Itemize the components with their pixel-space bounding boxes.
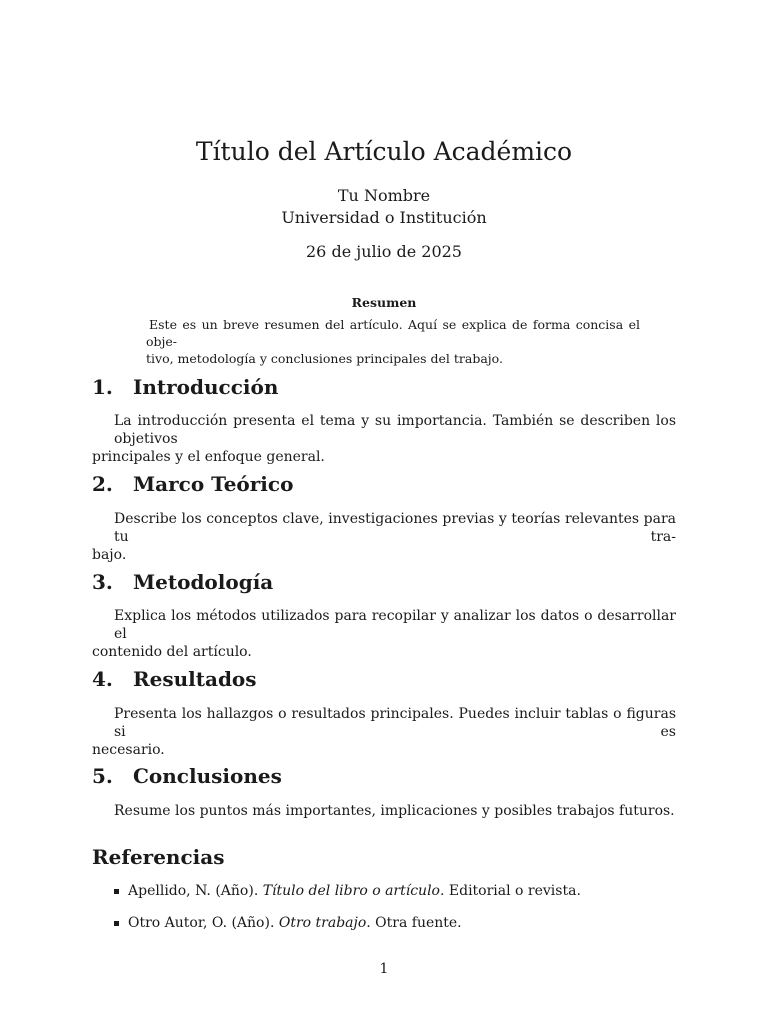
section-title: Marco Teórico: [133, 472, 294, 496]
paragraph-line: principales y el enfoque general.: [92, 449, 325, 465]
author-affiliation: Universidad o Institución: [281, 208, 487, 227]
section-number: 3.: [92, 570, 113, 594]
section-heading-introduccion: [92, 375, 278, 399]
paragraph-line: necesario.: [92, 742, 165, 758]
references-heading: Referencias: [92, 845, 225, 869]
section-number: 4.: [92, 667, 113, 691]
bullet-icon: [114, 921, 119, 926]
reference-author: Apellido, N. (Año).: [128, 883, 259, 899]
paragraph-line: Resume los puntos más importantes, implicaciones y posibles trabajos futuros.: [114, 803, 675, 819]
reference-author: Otro Autor, O. (Año).: [128, 915, 275, 931]
abstract-heading: Resumen: [351, 295, 417, 310]
reference-work-title: Otro trabajo: [278, 915, 367, 931]
paragraph-line: Presenta los hallazgos o resultados principales. Puedes incluir tablas o figuras si es: [114, 706, 676, 740]
paragraph-line: Describe los conceptos clave, investigaciones previas y teorías relevantes para tu tra-: [114, 511, 676, 545]
section-number: 5.: [92, 764, 113, 788]
section-number: 1.: [92, 375, 113, 399]
section-title: Introducción: [133, 375, 279, 399]
bullet-icon: [114, 889, 119, 894]
abstract-line: Este es un breve resumen del artículo. Aquí se explica de forma concisa el obje-: [146, 317, 640, 349]
section-heading-conclusiones: [92, 764, 282, 788]
reference-source: . Editorial o revista.: [439, 883, 581, 899]
abstract-text: [146, 316, 640, 367]
reference-work-title: Título del libro o artículo: [262, 883, 440, 899]
section-heading-metodologia: [92, 570, 273, 594]
reference-source: . Otra fuente.: [366, 915, 462, 931]
paragraph-line: La introducción presenta el tema y su importancia. También se describen los objetivos: [114, 413, 676, 447]
page-number: 1: [379, 961, 389, 977]
section-heading-resultados: [92, 667, 257, 691]
author-name: Tu Nombre: [337, 186, 431, 205]
section-body-introduccion: [92, 412, 676, 466]
paragraph-line: bajo.: [92, 547, 127, 563]
section-heading-marco-teorico: [92, 472, 293, 496]
paper-title: Título del Artículo Académico: [195, 137, 573, 166]
section-body-metodologia: [92, 607, 676, 661]
abstract-line: tivo, metodología y conclusiones principales del trabajo.: [146, 351, 503, 366]
reference-item: [112, 914, 581, 932]
section-title: Metodología: [133, 570, 274, 594]
paragraph-line: contenido del artículo.: [92, 644, 252, 660]
section-body-conclusiones: [92, 802, 676, 820]
section-title: Resultados: [133, 667, 257, 691]
section-number: 2.: [92, 472, 113, 496]
paragraph-line: Explica los métodos utilizados para recopilar y analizar los datos o desarrollar el: [114, 608, 676, 642]
reference-item: [112, 882, 581, 900]
section-title: Conclusiones: [133, 764, 282, 788]
section-body-resultados: [92, 705, 676, 759]
section-body-marco-teorico: [92, 510, 676, 564]
references-list: [112, 882, 581, 946]
publication-date: 26 de julio de 2025: [306, 242, 462, 261]
